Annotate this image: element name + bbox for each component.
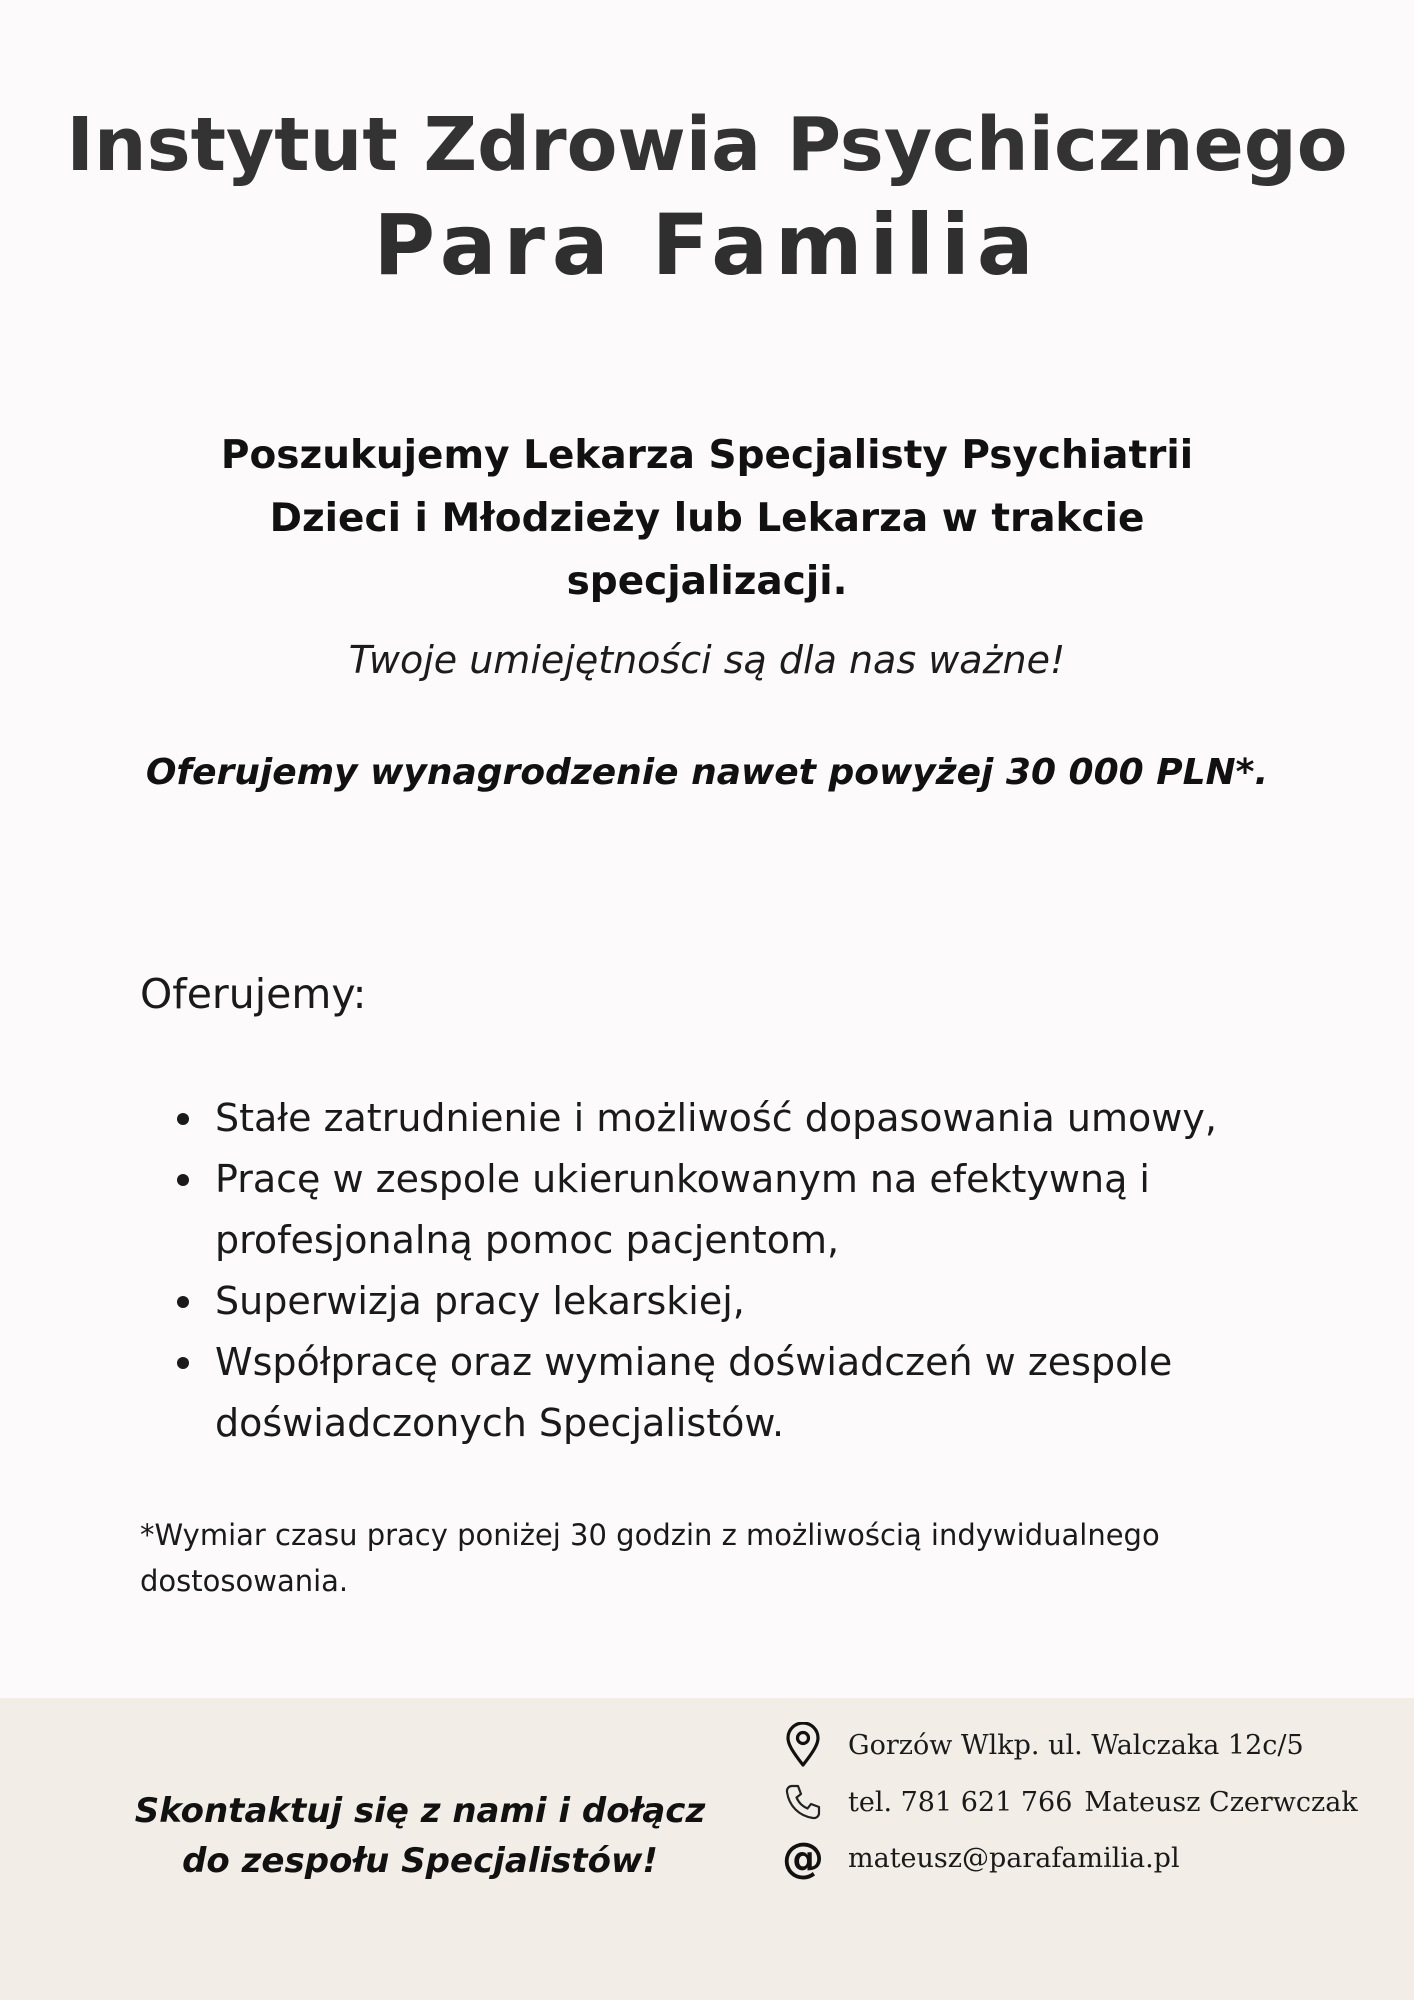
- list-item-text: Superwizja pracy lekarskiej,: [215, 1279, 745, 1323]
- benefits-list: [172, 1088, 1292, 1454]
- salary-offer: Oferujemy wynagrodzenie nawet powyżej 30 000 PLN*.: [145, 752, 1269, 793]
- phone-icon: [780, 1779, 826, 1825]
- brand-logo: Para Familia: [373, 196, 1041, 294]
- footnote: *Wymiar czasu pracy poniżej 30 godzin z możliwością indywidualnego dostosowania.: [140, 1518, 1160, 1598]
- list-item: [172, 1088, 1292, 1149]
- at-sign-icon: [780, 1835, 826, 1881]
- contact-phone: [780, 1777, 1358, 1827]
- at-symbol: @: [782, 1833, 824, 1882]
- list-item: [172, 1332, 1292, 1454]
- tagline: Twoje umiejętności są dla nas ważne!: [348, 638, 1066, 682]
- contact-address: [780, 1720, 1304, 1770]
- bullet-icon: [177, 1113, 189, 1125]
- contact-cta: Skontaktuj się z nami i dołącz do zespołu Specjalistów!: [134, 1791, 706, 1881]
- phone-number[interactable]: tel. 781 621 766: [848, 1786, 1073, 1818]
- location-pin-icon: [780, 1722, 826, 1768]
- contact-person: Mateusz Czerwczak: [1084, 1786, 1358, 1818]
- bullet-icon: [177, 1357, 189, 1369]
- list-item-text: Współpracę oraz wymianę doświadczeń w zespole doświadczonych Specjalistów.: [215, 1340, 1173, 1445]
- bullet-icon: [177, 1174, 189, 1186]
- contact-section: [0, 1698, 1414, 2000]
- list-item-text: Stałe zatrudnienie i możliwość dopasowania umowy,: [215, 1096, 1217, 1140]
- contact-email: [780, 1833, 1180, 1883]
- bullet-icon: [177, 1296, 189, 1308]
- address-text: Gorzów Wlkp. ul. Walczaka 12c/5: [848, 1729, 1304, 1761]
- list-item: [172, 1149, 1292, 1271]
- list-item-text: Pracę w zespole ukierunkowanym na efektywną i profesjonalną pomoc pacjentom,: [215, 1157, 1150, 1262]
- job-headline: Poszukujemy Lekarza Specjalisty Psychiatrii Dzieci i Młodzieży lub Lekarza w trakcie specjalizacji.: [220, 433, 1194, 604]
- offer-heading: Oferujemy:: [140, 970, 367, 1018]
- email-link[interactable]: mateusz@parafamilia.pl: [848, 1842, 1180, 1874]
- list-item: [172, 1271, 1292, 1332]
- institute-name: Instytut Zdrowia Psychicznego: [66, 102, 1348, 188]
